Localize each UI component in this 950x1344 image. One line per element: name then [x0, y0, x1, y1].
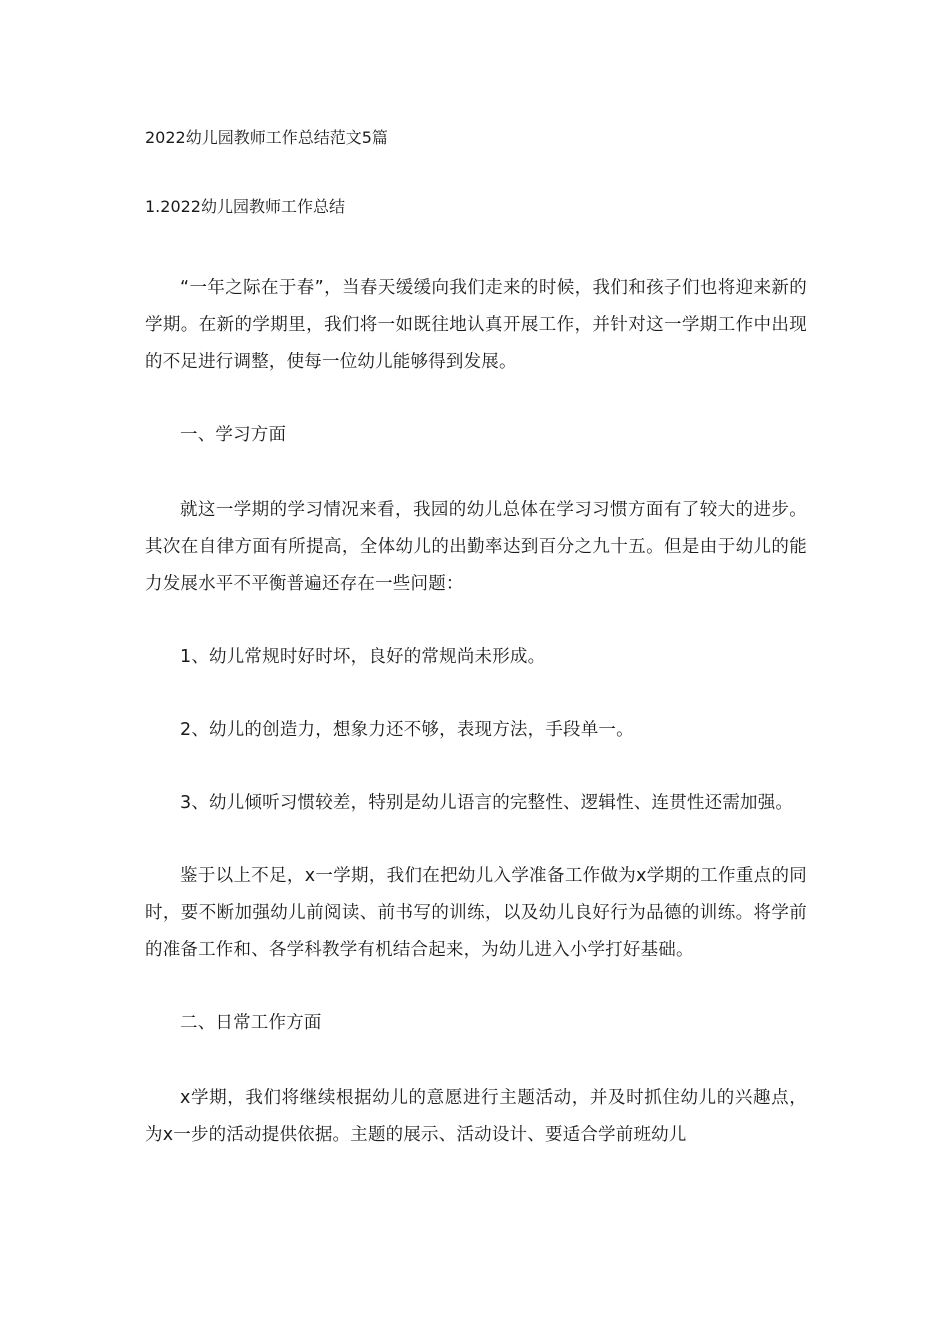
document-body [145, 126, 807, 1190]
heading-study: 一、学习方面 [180, 425, 287, 445]
paragraph-plan: 鉴于以上不足，x一学期，我们在把幼儿入学准备工作做为x学期的工作重点的同时，要不断加强幼儿前阅读、前书写的训练，以及幼儿良好行为品德的训练。将学前的准备工作和、各学科教学有机结合起来，为幼儿进入小学打好基础。 [145, 866, 807, 960]
list-item-2: 2、幼儿的创造力，想象力还不够，表现方法，手段单一。 [180, 720, 634, 740]
paragraph-daily-work: x学期，我们将继续根据幼儿的意愿进行主题活动，并及时抓住幼儿的兴趣点，为x一步的活动提供依据。主题的展示、活动设计、要适合学前班幼儿 [145, 1088, 807, 1145]
list-item-1: 1、幼儿常规时好时坏，良好的常规尚未形成。 [180, 647, 546, 667]
section-title: 1.2022幼儿园教师工作总结 [145, 197, 345, 216]
paragraph-intro: “一年之际在于春”，当春天缓缓向我们走来的时候，我们和孩子们也将迎来新的学期。在新的学期里，我们将一如既往地认真开展工作，并针对这一学期工作中出现的不足进行调整，使每一位幼儿能够得到发展。 [145, 278, 807, 372]
paragraph-study: 就这一学期的学习情况来看，我园的幼儿总体在学习习惯方面有了较大的进步。其次在自律方面有所提高，全体幼儿的出勤率达到百分之九十五。但是由于幼儿的能力发展水平不平衡普遍还存在一些问题： [145, 500, 807, 594]
document-title: 2022幼儿园教师工作总结范文5篇 [145, 128, 388, 147]
heading-daily-work: 二、日常工作方面 [180, 1013, 322, 1033]
list-item-3: 3、幼儿倾听习惯较差，特别是幼儿语言的完整性、逻辑性、连贯性还需加强。 [180, 793, 794, 813]
